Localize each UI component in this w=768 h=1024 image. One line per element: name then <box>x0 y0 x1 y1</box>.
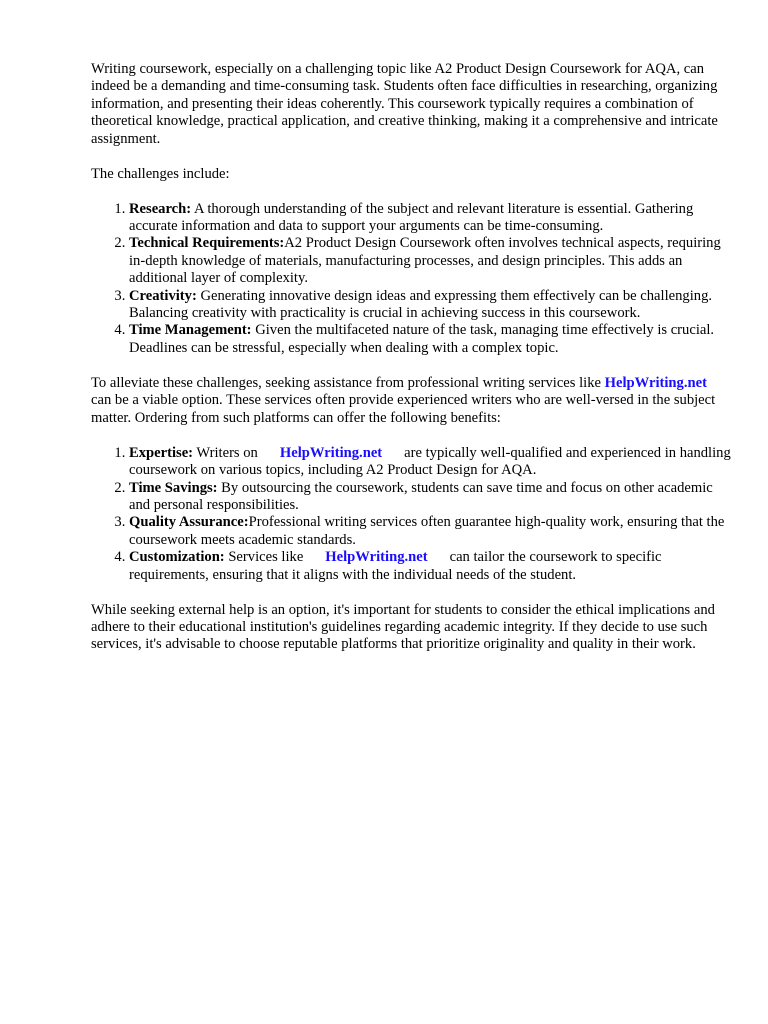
list-item <box>129 480 731 515</box>
challenges-list <box>91 201 731 358</box>
list-item <box>129 514 731 549</box>
benefits-list <box>91 445 731 584</box>
list-item <box>129 235 731 287</box>
list-item-text: Services like <box>224 549 304 566</box>
list-item-term: Creativity: <box>129 287 197 304</box>
list-item-text: Professional writing services often guarantee high-quality work, ensuring that the coursework meets academic standards. <box>129 514 725 548</box>
list-item <box>129 322 731 357</box>
intro-paragraph: Writing coursework, especially on a challenging topic like A2 Product Design Coursework for AQA, can indeed be a demanding and time-consuming task. Students often face difficulties in researching, organizing information, and presenting their ideas coherently. This coursework typically requires a combination of theoretical knowledge, practical application, and creative thinking, making it a comprehensive and intricate assignment. <box>91 61 718 147</box>
list-item-text: Generating innovative design ideas and expressing them effectively can be challenging. Balancing creativity with practicality is crucial in achieving success in this coursework. <box>129 287 713 322</box>
list-item-term: Quality Assurance: <box>129 514 249 531</box>
list-item <box>129 445 731 480</box>
list-item <box>129 288 731 323</box>
list-item-text: are typically well-qualified and experienced in handling coursework on various topics, including A2 Product Design for AQA. <box>129 444 731 479</box>
list-item-term: Time Management: <box>129 322 252 339</box>
closing-paragraph: While seeking external help is an option, it's important for students to consider the ethical implications and adhere to their educational institution's guidelines regarding academic integrity. If they decide to use such services, it's advisable to choose reputable platforms that prioritize originality and quality in their work. <box>91 601 715 653</box>
list-item <box>129 549 731 584</box>
list-item-term: Time Savings: <box>129 479 218 496</box>
list-item-text: Writers on <box>193 444 258 461</box>
list-item-term: Research: <box>129 200 192 217</box>
alleviate-text-before: To alleviate these challenges, seeking assistance from professional writing services like <box>91 374 601 391</box>
challenges-heading: The challenges include: <box>91 165 230 182</box>
list-item-text: By outsourcing the coursework, students can save time and focus on other academic and personal responsibilities. <box>129 479 713 513</box>
alleviate-paragraph <box>91 375 731 427</box>
list-item-term: Expertise: <box>129 444 194 461</box>
list-item <box>129 201 731 236</box>
list-item-text: A2 Product Design Coursework often involves technical aspects, requiring in-depth knowledge of materials, manufacturing processes, and design principles. This adds an additional layer of complexity. <box>129 235 721 287</box>
list-item-text: A thorough understanding of the subject and relevant literature is essential. Gathering accurate information and data to support your arguments can be time-consuming. <box>129 200 694 235</box>
list-item-term: Customization: <box>129 549 225 566</box>
list-item-text: Given the multifaceted nature of the task, managing time effectively is crucial. Deadlines can be stressful, especially when dealing with a complex topic. <box>129 322 715 356</box>
list-item-text: can tailor the coursework to specific requirements, ensuring that it aligns with the individual needs of the student. <box>129 549 662 583</box>
helpwriting-link[interactable]: HelpWriting.net <box>325 549 428 566</box>
list-item-term: Technical Requirements: <box>129 235 285 252</box>
helpwriting-link[interactable]: HelpWriting.net <box>604 374 707 391</box>
alleviate-text-after: can be a viable option. These services often provide experienced writers who are well-versed in the subject matter. Ordering from such platforms can offer the following benefits: <box>91 392 716 426</box>
helpwriting-link[interactable]: HelpWriting.net <box>279 444 383 461</box>
document-page <box>91 61 731 654</box>
